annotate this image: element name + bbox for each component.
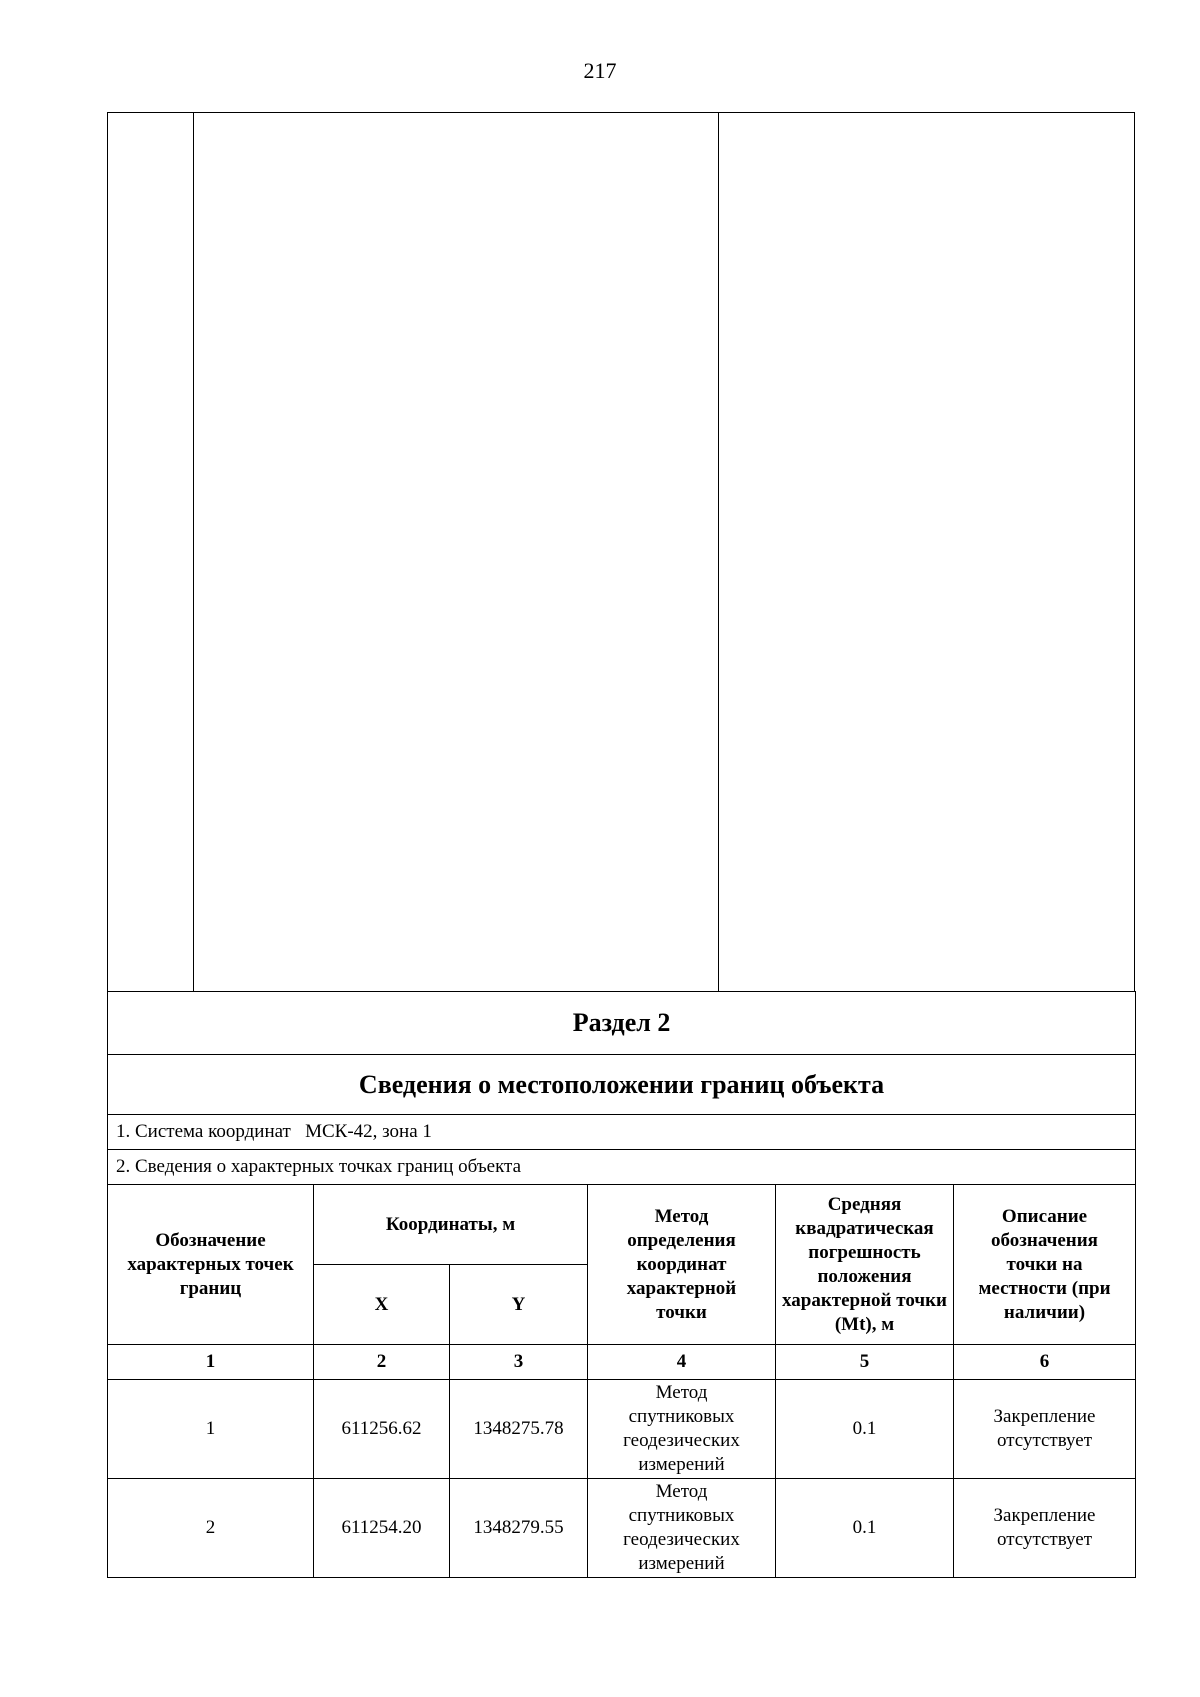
cell-x: 611256.62 [314, 1380, 450, 1479]
cell-y: 1348275.78 [450, 1380, 588, 1479]
table-row [108, 1479, 1136, 1578]
header-y: Y [450, 1265, 588, 1345]
col-number: 6 [954, 1345, 1136, 1380]
cell-y: 1348279.55 [450, 1479, 588, 1578]
header-error: Средняя квадратическая погрешность положения характерной точки (Mt), м [776, 1185, 954, 1345]
col-number: 3 [450, 1345, 588, 1380]
page-number: 217 [583, 58, 617, 83]
section-table [107, 991, 1136, 1578]
section-title: Раздел 2 [108, 992, 1136, 1055]
cell-point: 2 [108, 1479, 314, 1578]
header-x: X [314, 1265, 450, 1345]
cell-method: Метод спутниковых геодезических измерений [588, 1380, 776, 1479]
coord-system: 1. Система координат МСК-42, зона 1 [108, 1115, 1136, 1150]
cell-method: Метод спутниковых геодезических измерений [588, 1479, 776, 1578]
cell-point: 1 [108, 1380, 314, 1479]
cell-error: 0.1 [776, 1479, 954, 1578]
col-number: 1 [108, 1345, 314, 1380]
cell-desc: Закрепление отсутствует [954, 1479, 1136, 1578]
section-subtitle: Сведения о местоположении границ объекта [108, 1055, 1136, 1115]
header-method: Метод определения координат характерной точки [588, 1185, 776, 1345]
table-row [108, 1380, 1136, 1479]
col-number: 5 [776, 1345, 954, 1380]
column-numbers-row [108, 1345, 1136, 1380]
header-point: Обозначение характерных точек границ [108, 1185, 314, 1345]
cell-x: 611254.20 [314, 1479, 450, 1578]
col-number: 4 [588, 1345, 776, 1380]
cell-desc: Закрепление отсутствует [954, 1380, 1136, 1479]
drawing-frame [107, 112, 1135, 992]
points-info: 2. Сведения о характерных точках границ объекта [108, 1150, 1136, 1185]
cell-error: 0.1 [776, 1380, 954, 1479]
frame-divider-right [718, 113, 719, 991]
header-desc: Описание обозначения точки на местности (при наличии) [954, 1185, 1136, 1345]
col-number: 2 [314, 1345, 450, 1380]
header-coords: Координаты, м [314, 1185, 588, 1265]
frame-divider-left [193, 113, 194, 991]
